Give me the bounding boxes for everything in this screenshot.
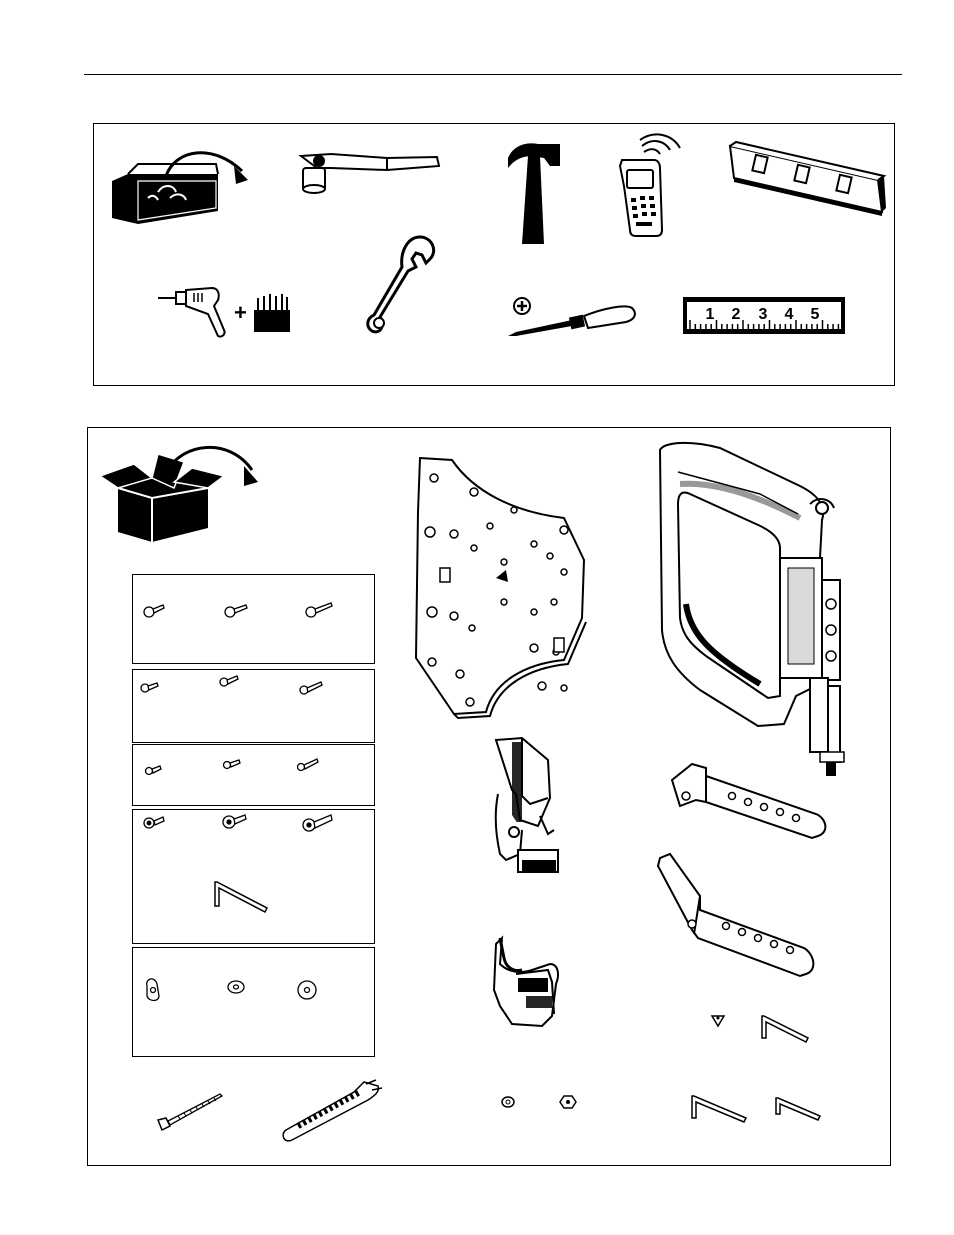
plate-hole [469,625,475,631]
toolbox-icon [108,136,248,231]
header-rule [84,74,902,75]
ruler-number-5: 5 [810,306,820,323]
socket-wrench-icon [297,146,447,201]
wall-plate-icon [414,452,594,722]
tape-measure-icon [682,296,847,336]
level-icon [728,140,888,220]
plate-hole [538,682,546,690]
hardware-bag-b [132,669,375,743]
plate-hole [425,527,435,537]
plate-hole [471,545,477,551]
ruler-number-3: 3 [758,306,768,323]
hardware-bag-e [132,947,375,1057]
plate-hole [530,644,538,652]
plate-hole [456,670,464,678]
plate-hole [511,507,517,513]
plate-hole [470,488,478,496]
plate-hole [450,530,458,538]
articulating-arm-icon [650,434,868,780]
hex-key-icon [215,882,267,912]
plate-hole [561,685,567,691]
screw-icon [144,603,332,617]
plate-hole [427,607,437,617]
nut-icon [498,1090,578,1114]
plate-hole [531,609,537,615]
hardware-bag-c [132,744,375,806]
parts-panel [87,427,891,1166]
stud-finder-icon [614,136,684,241]
hex-key-icon [688,1088,828,1128]
lower-bracket-icon [492,934,572,1034]
long-adapter-bracket-icon [654,850,834,990]
wall-anchor-icon [278,1078,384,1144]
hardware-bag-d [132,809,375,944]
upper-bracket-icon [492,734,572,874]
plate-hole [450,612,458,620]
plate-hole [466,698,474,706]
plate-hole [551,599,557,605]
short-adapter-bracket-icon [666,760,836,860]
hardware-bag-a [132,574,375,664]
plate-hole [487,523,493,529]
plate-hole [501,599,507,605]
plate-hole [547,553,553,559]
tools-required-panel [93,123,895,386]
plate-hole [501,559,507,565]
screw-and-hex-key-icon [710,1008,820,1048]
lag-bolt-icon [152,1088,232,1134]
hammer-icon [504,140,564,246]
ruler-number-4: 4 [784,306,794,323]
plate-hole [560,526,568,534]
ruler-number-2: 2 [731,306,741,323]
plate-hole [430,474,438,482]
plate-hole [428,658,436,666]
drill-plus-sign: + [234,300,247,325]
open-box-icon [96,444,266,544]
ruler-number-1: 1 [705,306,715,323]
phillips-screwdriver-icon [504,294,639,344]
open-end-wrench-icon [366,229,446,339]
plate-hole [531,541,537,547]
plate-hole [561,569,567,575]
drill-with-bits-icon [156,284,296,344]
